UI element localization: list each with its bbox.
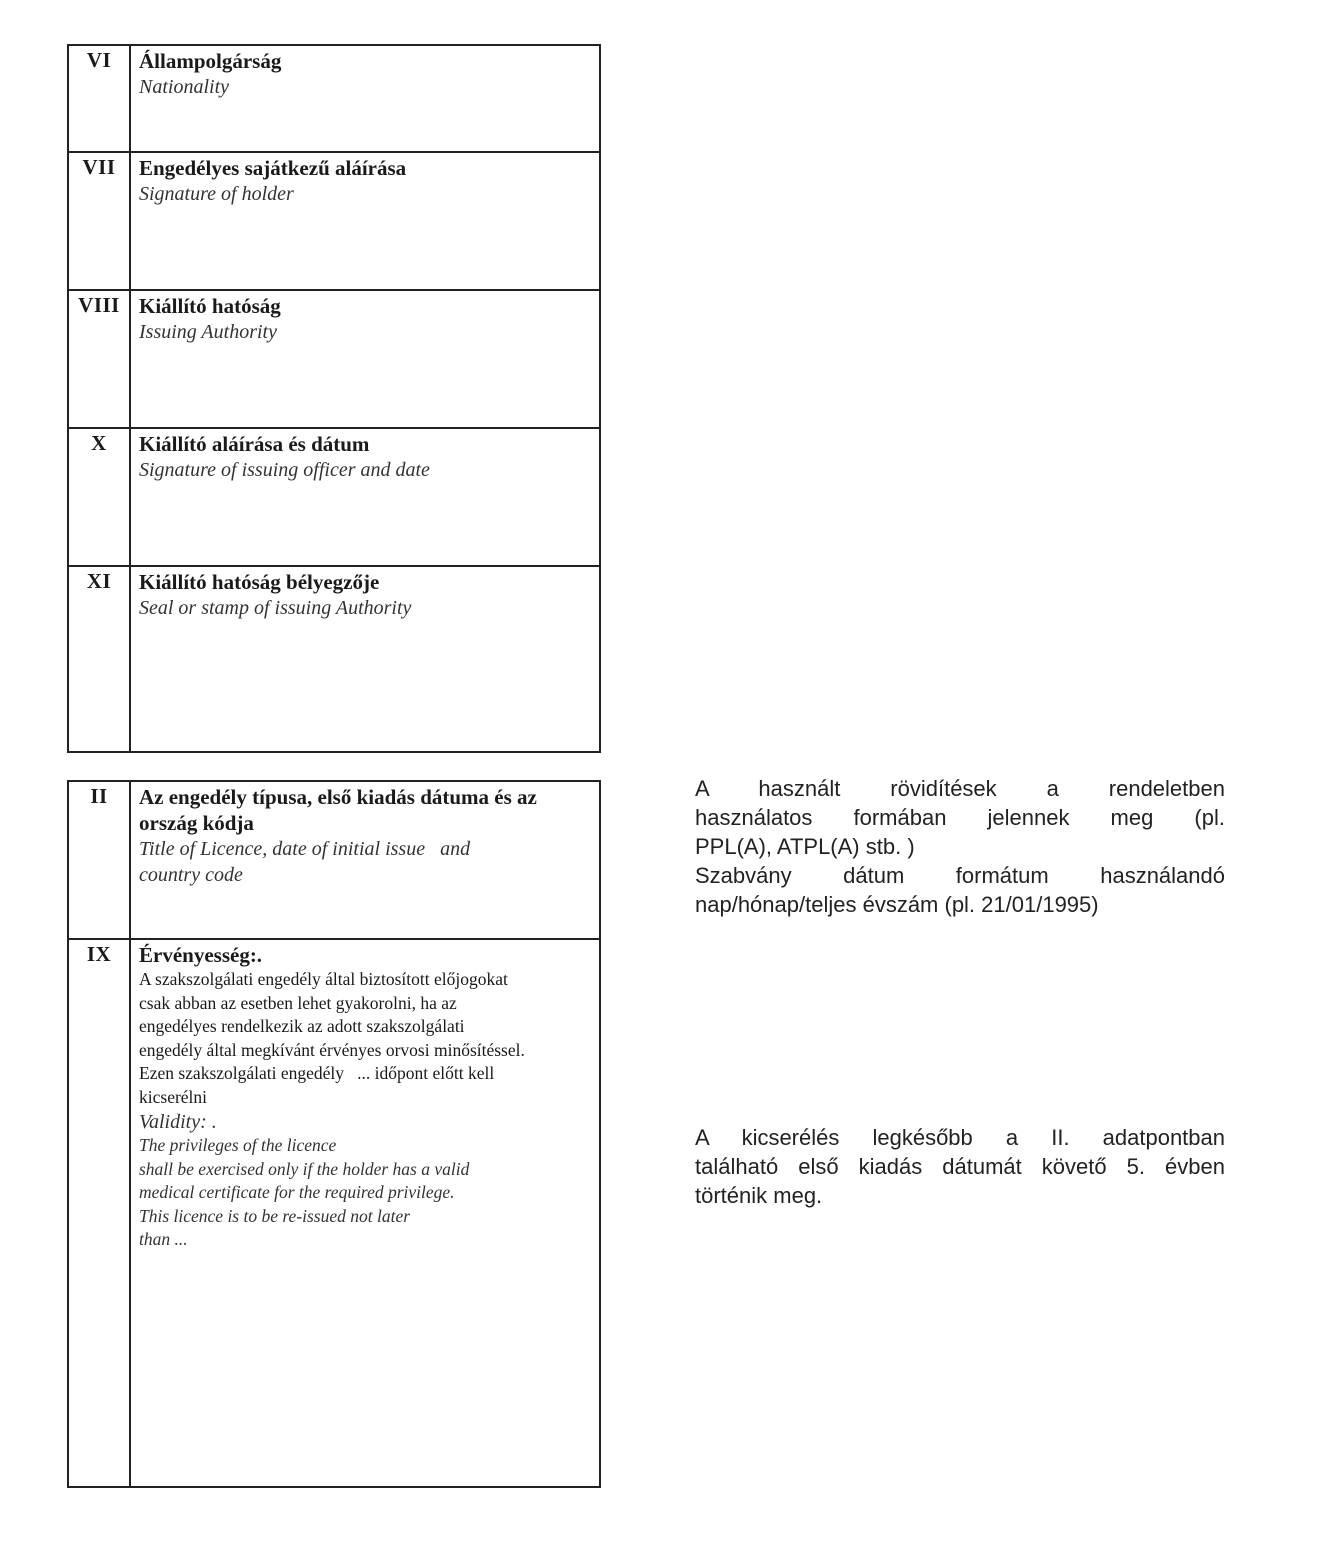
text-line: A kicserélés legkésőbb a II. adatpontban [695, 1125, 1225, 1150]
field-title: ország kódja [139, 811, 254, 835]
row-number: II [68, 781, 130, 939]
table-row [68, 566, 600, 752]
validity-text-hu [139, 968, 591, 1109]
text-line: használatos formában jelennek meg (pl. [695, 805, 1225, 830]
text-line: A használt rövidítések a rendeletben [695, 776, 1225, 801]
field-title: Érvényesség:. [139, 943, 263, 967]
text-line: A szakszolgálati engedély által biztosított előjogokat [139, 969, 508, 989]
row-number: X [68, 428, 130, 566]
row-content [130, 939, 600, 1487]
field-title: Kiállító hatóság bélyegzője [139, 570, 380, 594]
table-row [68, 939, 600, 1487]
table-row [68, 781, 600, 939]
text-line: Ezen szakszolgálati engedély ... időpont előtt kell [139, 1063, 495, 1083]
text-line: than ... [139, 1229, 188, 1249]
row-number: XI [68, 566, 130, 752]
text-line: engedély által megkívánt érvényes orvosi minősítéssel. [139, 1039, 525, 1060]
field-subtitle: Seal or stamp of issuing Authority [139, 597, 412, 619]
text-line: engedélyes rendelkezik az adott szakszolgálati [139, 1016, 465, 1036]
row-content [130, 290, 600, 428]
validity-text-en [139, 1134, 591, 1252]
row-content [130, 45, 600, 152]
field-title: Engedélyes sajátkezű aláírása [139, 156, 407, 180]
field-subtitle: Validity: . [139, 1111, 217, 1133]
form-table-top [67, 44, 601, 753]
row-content [130, 566, 600, 752]
text-line: Szabvány dátum formátum használandó [695, 863, 1225, 888]
field-subtitle: Signature of holder [139, 183, 294, 205]
field-subtitle: Issuing Authority [139, 321, 277, 343]
row-content [130, 152, 600, 290]
field-title: Kiállító aláírása és dátum [139, 432, 370, 456]
text-line: nap/hónap/teljes évszám (pl. 21/01/1995) [695, 892, 1099, 917]
text-line: csak abban az esetben lehet gyakorolni, ha az [139, 992, 457, 1013]
row-number: IX [68, 939, 130, 1487]
text-line: PPL(A), ATPL(A) stb. ) [695, 834, 915, 859]
text-line: shall be exercised only if the holder has a valid [139, 1158, 470, 1179]
note-reissue [695, 1123, 1225, 1210]
table-row [68, 45, 600, 152]
row-content [130, 781, 600, 939]
table-row [68, 428, 600, 566]
text-line: This licence is to be re-issued not later [139, 1205, 411, 1226]
text-line: The privileges of the licence [139, 1135, 337, 1155]
field-subtitle: Signature of issuing officer and date [139, 459, 430, 481]
form-table-bottom [67, 780, 601, 1488]
text-line: kicserélni [139, 1086, 208, 1107]
text-line: található első kiadás dátumát követő 5. évben [695, 1154, 1225, 1179]
note-abbreviations [695, 774, 1225, 919]
table-row [68, 152, 600, 290]
field-subtitle: Title of Licence, date of initial issue and [139, 838, 471, 860]
text-line: történik meg. [695, 1183, 823, 1208]
row-number: VI [68, 45, 130, 152]
field-title: Kiállító hatóság [139, 294, 281, 318]
field-subtitle: country code [139, 864, 243, 886]
text-line: medical certificate for the required privilege. [139, 1182, 455, 1202]
field-title: Állampolgárság [139, 49, 282, 73]
row-content [130, 428, 600, 566]
row-number: VII [68, 152, 130, 290]
field-subtitle: Nationality [139, 76, 229, 98]
table-row [68, 290, 600, 428]
row-number: VIII [68, 290, 130, 428]
field-title: Az engedély típusa, első kiadás dátuma és az [139, 785, 537, 809]
